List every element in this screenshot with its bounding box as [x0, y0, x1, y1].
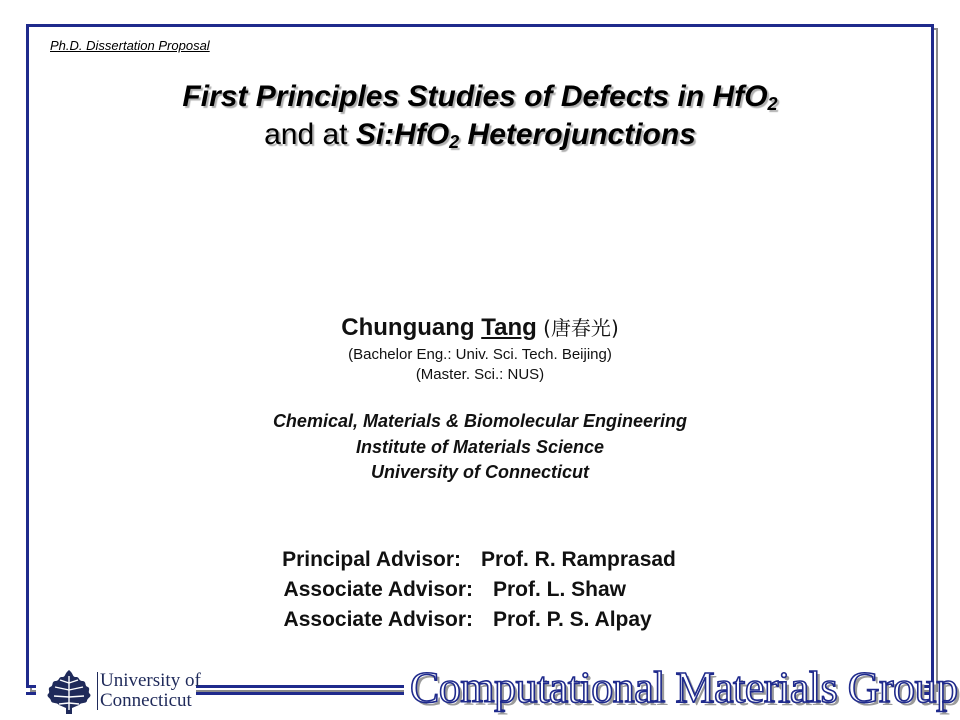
- affiliation-institute: Institute of Materials Science: [355, 437, 605, 457]
- uconn-wordmark-line-1: University of: [100, 670, 201, 691]
- title-line-2-text: Si:HfO: [355, 118, 450, 151]
- title-line-2-subscript: 2: [449, 132, 460, 152]
- title-line-2-suffix: Heterojunctions: [459, 118, 696, 151]
- uconn-oak-leaf-icon: [42, 668, 96, 716]
- eyebrow-label: Ph.D. Dissertation Proposal: [50, 38, 210, 53]
- affiliation-department: Chemical, Materials & Biomolecular Engineering: [272, 411, 688, 431]
- advisor-role: Associate Advisor:: [283, 578, 473, 601]
- author-degree-1: (Bachelor Eng.: Univ. Sci. Tech. Beijing): [348, 346, 612, 363]
- title-line-2-prefix: and at: [264, 118, 356, 151]
- title-line-2: [0, 118, 960, 152]
- author-open-paren: (: [536, 316, 551, 340]
- advisor-name: Prof. L. Shaw: [493, 578, 627, 601]
- advisor-name: Prof. P. S. Alpay: [493, 608, 652, 631]
- author-degree-2: (Master. Sci.: NUS): [415, 366, 545, 383]
- author-last-name: Tang: [481, 314, 537, 341]
- author-chinese-name: 唐春光: [550, 316, 611, 340]
- advisor-row: [0, 545, 960, 575]
- group-name: Computational Materials Group: [410, 663, 958, 712]
- logo-divider: [97, 672, 98, 710]
- author-name: [0, 312, 960, 342]
- advisor-name: Prof. R. Ramprasad: [481, 548, 676, 571]
- title-line-1: [0, 80, 960, 114]
- author-close-paren: ): [610, 316, 619, 340]
- title-line-1-subscript: 2: [767, 94, 778, 114]
- affiliation-university: University of Connecticut: [370, 462, 590, 482]
- advisor-role: Principal Advisor:: [282, 548, 461, 571]
- advisor-role: Associate Advisor:: [283, 608, 473, 631]
- title-line-1-text: First Principles Studies of Defects in HfO: [182, 80, 768, 113]
- uconn-wordmark: [100, 671, 201, 711]
- advisor-row: [0, 575, 960, 605]
- advisor-row: [0, 605, 960, 635]
- advisor-list: [0, 545, 960, 635]
- author-first-name: Chunguang: [341, 314, 482, 341]
- uconn-wordmark-line-2: Connecticut: [100, 690, 192, 711]
